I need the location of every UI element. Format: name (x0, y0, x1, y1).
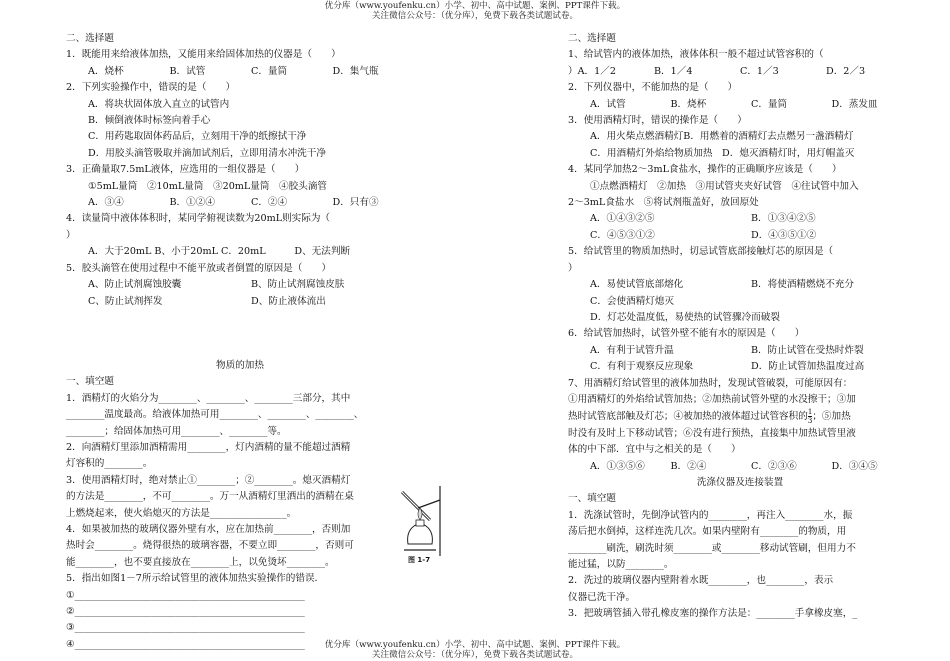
right-q6-opt-b: B．防止试管在受热时炸裂 (751, 344, 864, 356)
left-q3-opt-a: A．③④ (88, 197, 124, 209)
left-q5-options-row1 (66, 277, 414, 293)
right-q6-opt-a: A．有利于试管升温 (590, 344, 674, 356)
fraction-denominator: 3 (807, 417, 813, 426)
right-q6-options-row1 (568, 343, 912, 359)
right-q4-opt-d: D．④③⑤①② (751, 229, 817, 241)
right-q5-opt-b: B．将使酒精燃烧不充分 (751, 279, 854, 291)
left-f1-line3: ________；给固体加热可用________、________等。 (66, 425, 287, 437)
right-q6-opt-d: D．防止试管加热温度过高 (751, 361, 865, 373)
right-q3: 3．使用酒精灯时，错误的操作是（ ） (568, 115, 747, 127)
left-q1-opt-d: D．集气瓶 (332, 65, 379, 77)
right-q6: 6．给试管加热时，试管外壁不能有水的原因是（ ） (568, 328, 805, 340)
right-q3-opt-cd: C．用酒精灯外焰给物质加热 D．熄灭酒精灯时，用灯帽盖灭 (590, 147, 855, 159)
left-q5-opt-d: D、防止液体流出 (251, 295, 326, 307)
left-f3-line2: 的方法是________，不可________。万一从酒精灯里洒出的酒精在桌 (66, 491, 354, 503)
right-q2-opt-b: B．烧杯 (670, 98, 707, 110)
left-q1-options (66, 64, 414, 80)
left-q4-stem: 4．读量筒中液体体积时，某同学俯视读数为20mL则实际为（ (66, 213, 331, 225)
right-q2: 2．下列仪器中，不能加热的是（ ） (568, 82, 738, 94)
right-q4-opt-b: B．①③④②⑤ (751, 213, 816, 225)
left-f1-line2: ________温度最高。给液体加热可用________、________、________、 (66, 409, 364, 421)
left-q5-options-row2 (66, 294, 414, 310)
right-q2-opt-c: C．量筒 (751, 98, 788, 110)
left-f2-line2: 灯容积的________。 (66, 458, 153, 470)
right-f3: 3．把玻璃管插入带孔橡皮塞的操作方法是：________手拿橡皮塞，_ (568, 608, 858, 620)
left-q4-paren: ） (66, 229, 76, 241)
left-q2: 2．下列实验操作中，错误的是（ ） (66, 82, 236, 94)
right-q4-options-row1 (568, 211, 912, 227)
right-f2-line1: 2．洗过的玻璃仪器内壁附着水既________，也________，表示 (568, 575, 834, 587)
right-q5-stem: 5．给试管里的物质加热时，切忌试管底部接触灯芯的原因是（ (568, 246, 834, 258)
left-spacer (66, 310, 414, 358)
page-footer (0, 640, 950, 661)
right-q4-options-row2 (568, 228, 912, 244)
right-q7-line2: ①用酒精灯的外焰给试管加热；②加热前试管外壁的水没擦干；③加 (568, 393, 856, 405)
right-f1-line3: ________刷洗，刷洗时须________或________移动试管刷，但用力不 (568, 542, 856, 554)
left-f4-line2: 热时会________。烧得很热的玻璃容器，不要立即________，否则可 (66, 540, 354, 552)
right-q4: 4．某同学加热2～3mL食盐水，操作的正确顺序应该是（ ） (568, 164, 842, 176)
left-q2-opt-a: A．将块状固体放入直立的试管内 (88, 98, 230, 110)
header-line-1: 优分库（www.youfenku.cn）小学、初中、高中试题、案例、PPT课件下载。 (324, 1, 626, 11)
left-f5-item-3: ③________________________________________________ (66, 622, 305, 634)
left-f5: 5．指出如图1－7所示给试管里的液体加热实验操作的错误． (66, 573, 325, 585)
left-f5-item-1: ①________________________________________________ (66, 589, 305, 601)
right-q7-options (568, 459, 912, 475)
right-q7-line4: 时没有及时上下移动试管；⑥没有进行预热，直接集中加热试管里液 (568, 427, 856, 439)
left-f2-line1: 2．向酒精灯里添加酒精需用________，灯内酒精的量不能超过酒精 (66, 441, 351, 453)
heading-washing: 洗涤仪器及连接装置 (696, 476, 784, 488)
page-header (0, 1, 950, 22)
right-f1-line2: 荡后把水倒掉，这样连洗几次。如果内壁附有________的物质，用 (568, 526, 847, 538)
right-q1-opt-a: ）A．1／2 (568, 65, 616, 77)
left-f3-line1: 3．使用酒精灯时，绝对禁止①________；②________。熄灭酒精灯 (66, 474, 351, 486)
left-f4-line1: 4．如果被加热的玻璃仪器外壁有水，应在加热前________，否则加 (66, 523, 351, 535)
right-f2-line2: 仪器已洗干净。 (568, 591, 636, 603)
footer-line-1: 优分库（www.youfenku.cn）小学、初中、高中试题、案例、PPT课件下载。 (324, 640, 626, 650)
right-f1-line1: 1．洗涤试管时，先倒净试管内的________，再注入________水，振 (568, 509, 853, 521)
right-q1-opt-c: C．1／3 (740, 65, 779, 77)
right-q5-options-row1 (568, 277, 912, 293)
right-q7-line3-text: 热时试管底部触及灯芯；④被加热的液体超过试管容积的 (568, 411, 808, 423)
left-q1-opt-a: A．烧杯 (88, 65, 124, 77)
left-q1-opt-b: B．试管 (169, 65, 206, 77)
right-q5-opt-a: A．易使试管底部熔化 (590, 279, 684, 291)
left-q3-opt-c: C．②④ (251, 197, 288, 209)
right-q7-opt-a: A．①③⑤⑥ (590, 460, 645, 472)
left-f5-item-2: ②________________________________________________ (66, 606, 305, 617)
right-q2-opt-d: D．蒸发皿 (831, 98, 878, 110)
left-f1-line1: 1．酒精灯的火焰分为________、________、________三部分，其中 (66, 392, 351, 404)
left-q3-items: ①5mL量筒 ②10mL量筒 ③20mL量筒 ④胶头滴管 (88, 180, 328, 192)
right-q1-opt-d: D．2／3 (826, 65, 866, 77)
right-q1: 1、给试管内的液体加热，液体体积一般不超过试管容积的（ (568, 49, 824, 61)
fraction-numerator: 1 (807, 408, 813, 417)
right-q7-opt-c: C．②③⑥ (751, 460, 797, 472)
right-q5-opt-d: D．灯芯处温度低，易使热的试管骤冷而破裂 (590, 311, 780, 323)
right-q7-line3 (568, 408, 912, 425)
left-f4-line3: 能________，也不要直接放在________上，以免烫坏________。 (66, 556, 335, 568)
left-section-choice: 二、选择题 (66, 33, 114, 44)
right-f1-line4: 能过猛，以防________。 (568, 559, 674, 570)
right-q1-opt-b: B．1／4 (654, 65, 693, 77)
right-q6-opt-c: C．有利于观察反应现象 (590, 361, 694, 373)
left-q5-opt-b: B、防止试剂腐蚀皮肤 (251, 279, 345, 291)
left-q1: 1．既能用来给液体加热，又能用来给固体加热的仪器是（ ） (66, 49, 341, 61)
right-q7-opt-d: D．③④⑤ (831, 460, 878, 472)
right-q2-options (568, 97, 912, 113)
left-q4-options: A．大于20mL B、小于20mL C．20mL D、无法判断 (88, 246, 351, 258)
right-section-fill: 一、填空题 (568, 493, 616, 505)
left-q3-opt-b: B．①②④ (169, 197, 215, 209)
left-q3: 3．正确量取7.5mL液体，应选用的一组仪器是（ ） (66, 164, 305, 176)
right-q6-options-row2 (568, 359, 912, 375)
left-q5-opt-c: C、防止试剂挥发 (88, 295, 163, 307)
left-q2-opt-b: B．倾倒液体时标签向着手心 (88, 115, 211, 127)
header-line-2: 关注微信公众号：（优分库），免费下载各类试题试卷。 (371, 11, 579, 22)
right-q4-opt-c: C．④⑤③①② (590, 229, 655, 241)
left-q5: 5．胶头滴管在使用过程中不能平放或者倒置的原因是（ ） (66, 262, 332, 274)
figure-label: 图 1-7 (408, 556, 431, 564)
right-q7-line1: 7、用酒精灯给试管里的液体加热时，发现试管破裂，可能原因有： (568, 377, 853, 389)
left-q3-opt-d: D．只有③ (332, 197, 379, 209)
right-section-choice: 二、选择题 (568, 33, 616, 44)
left-f5-item-4: ④________________________________________________ (66, 638, 305, 650)
right-q3-opt-ab: A．用火柴点燃酒精灯B．用燃着的酒精灯去点燃另一盏酒精灯 (590, 131, 854, 143)
left-q2-opt-d: D．用胶头滴管吸取并滴加试剂后，立即用清水冲洗干净 (88, 147, 326, 159)
right-q1-options (568, 64, 912, 80)
right-q5-opt-c: C．会使酒精灯熄灭 (590, 295, 675, 307)
left-q1-opt-c: C．量筒 (251, 65, 288, 77)
figure-test-tube-heating (396, 482, 444, 560)
right-q5-paren: ） (568, 262, 578, 274)
right-q7-line5: 体的中下部．宜中与之相关的是（ ） (568, 444, 741, 456)
left-q3-options (66, 195, 414, 211)
left-section-fill: 一、填空题 (66, 376, 114, 388)
right-q2-opt-a: A．试管 (590, 98, 626, 110)
left-q2-opt-c: C．用药匙取固体药品后，立刻用干净的纸擦拭干净 (88, 131, 307, 143)
right-q4-items-1: ①点燃酒精灯 ②加热 ③用试管夹夹好试管 ④往试管中加入 (590, 180, 859, 192)
heading-heating: 物质的加热 (216, 359, 264, 371)
left-column (66, 31, 414, 650)
right-q4-items-2: 2～3mL食盐水 ⑤将试剂瓶盖好，放回原处 (568, 197, 759, 209)
left-q5-opt-a: A、防止试剂腐蚀胶囊 (88, 279, 182, 291)
left-f3-line3: 上燃烧起来，使火焰熄灭的方法是________________。 (66, 507, 297, 519)
right-column (568, 31, 912, 637)
right-q7-opt-b: B．②④ (670, 460, 707, 472)
right-q4-opt-a: A．①④③②⑤ (590, 213, 655, 225)
right-q7-line3-tail: ；⑤加热 (812, 411, 851, 423)
footer-line-2: 关注微信公众号：（优分库），免费下载各类试题试卷。 (371, 650, 579, 661)
